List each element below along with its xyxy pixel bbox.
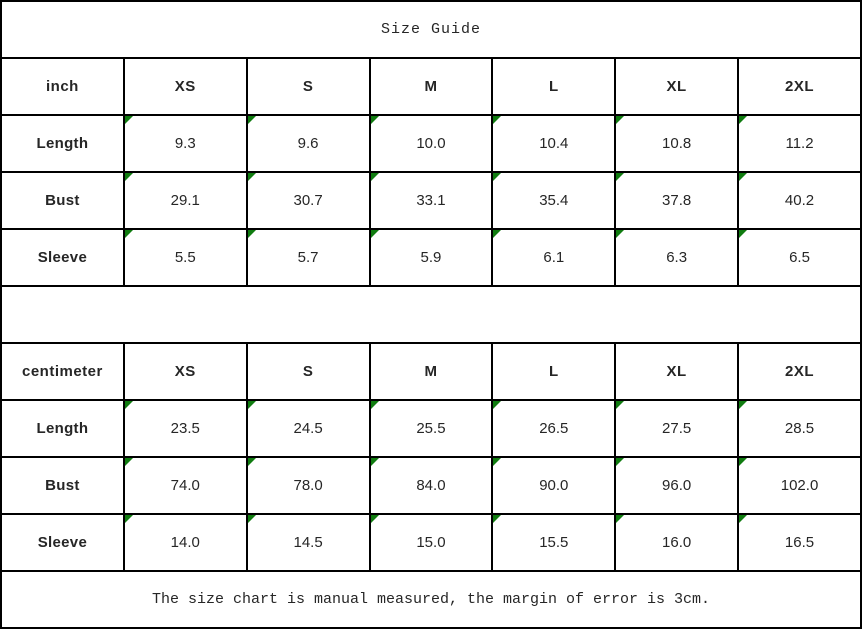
size-header-m: M — [370, 58, 493, 115]
cell-value: 24.5 — [293, 420, 323, 437]
value-cell — [738, 400, 861, 457]
cell-value: 10.0 — [416, 135, 446, 152]
value-cell — [370, 400, 493, 457]
value-cell — [738, 229, 861, 286]
value-cell — [124, 514, 247, 571]
text-flag-icon — [371, 116, 379, 124]
cell-value: 15.0 — [416, 534, 446, 551]
value-cell — [370, 229, 493, 286]
text-flag-icon — [125, 173, 133, 181]
cell-value: 9.6 — [297, 135, 319, 152]
cell-value: 6.1 — [543, 249, 565, 266]
text-flag-icon — [739, 173, 747, 181]
measurement-row-bust-inch — [1, 172, 861, 229]
cell-value: 6.5 — [789, 249, 810, 266]
title-row — [1, 1, 861, 58]
value-cell — [738, 172, 861, 229]
cell-value: 90.0 — [539, 477, 569, 494]
value-cell — [615, 514, 738, 571]
text-flag-icon — [493, 230, 501, 238]
value-cell — [615, 115, 738, 172]
row-label-cell: Sleeve — [1, 229, 124, 286]
text-flag-icon — [248, 173, 256, 181]
cell-value: 28.5 — [784, 420, 815, 437]
cell-value: 9.3 — [174, 135, 196, 152]
cell-value: 16.5 — [784, 534, 815, 551]
text-flag-icon — [371, 230, 379, 238]
text-flag-icon — [125, 458, 133, 466]
value-cell — [247, 457, 370, 514]
text-flag-icon — [371, 515, 379, 523]
cell-value: 23.5 — [170, 420, 200, 437]
text-flag-icon — [493, 401, 501, 409]
value-cell — [124, 172, 247, 229]
unit-header-centimeter: centimeter — [1, 343, 124, 400]
text-flag-icon — [125, 401, 133, 409]
cell-value: 14.5 — [293, 534, 323, 551]
centimeter-header-row — [1, 343, 861, 400]
value-cell — [738, 115, 861, 172]
text-flag-icon — [616, 458, 624, 466]
row-label-cell: Bust — [1, 172, 124, 229]
text-flag-icon — [248, 515, 256, 523]
cell-value: 29.1 — [170, 192, 200, 209]
text-flag-icon — [248, 401, 256, 409]
footer-note: The size chart is manual measured, the margin of error is 3cm. — [1, 571, 861, 628]
row-label-cell: Sleeve — [1, 514, 124, 571]
value-cell — [370, 115, 493, 172]
cell-value: 30.7 — [293, 192, 323, 209]
size-header-2xl: 2XL — [738, 343, 861, 400]
text-flag-icon — [739, 515, 747, 523]
value-cell — [247, 514, 370, 571]
text-flag-icon — [493, 173, 501, 181]
unit-header-inch: inch — [1, 58, 124, 115]
cell-value: 10.4 — [539, 135, 569, 152]
size-header-s: S — [247, 343, 370, 400]
cell-value: 40.2 — [784, 192, 815, 209]
value-cell — [492, 457, 615, 514]
text-flag-icon — [493, 515, 501, 523]
size-header-xl: XL — [615, 343, 738, 400]
value-cell — [247, 172, 370, 229]
size-header-m: M — [370, 343, 493, 400]
text-flag-icon — [125, 116, 133, 124]
footer-row — [1, 571, 861, 628]
cell-value: 5.5 — [174, 249, 196, 266]
value-cell — [615, 172, 738, 229]
value-cell — [124, 229, 247, 286]
text-flag-icon — [125, 230, 133, 238]
size-header-xs: XS — [124, 343, 247, 400]
row-label-cell: Length — [1, 115, 124, 172]
size-header-xs: XS — [124, 58, 247, 115]
text-flag-icon — [125, 515, 133, 523]
text-flag-icon — [371, 458, 379, 466]
measurement-row-sleeve-cm — [1, 514, 861, 571]
text-flag-icon — [616, 515, 624, 523]
cell-value: 25.5 — [416, 420, 446, 437]
text-flag-icon — [248, 116, 256, 124]
cell-value: 102.0 — [780, 477, 819, 494]
cell-value: 35.4 — [539, 192, 569, 209]
value-cell — [738, 457, 861, 514]
value-cell — [370, 172, 493, 229]
value-cell — [492, 115, 615, 172]
spacer-cell — [1, 286, 861, 343]
cell-value: 16.0 — [662, 534, 692, 551]
value-cell — [615, 400, 738, 457]
text-flag-icon — [248, 230, 256, 238]
value-cell — [615, 229, 738, 286]
size-header-2xl: 2XL — [738, 58, 861, 115]
value-cell — [492, 229, 615, 286]
text-flag-icon — [371, 173, 379, 181]
measurement-row-length-cm — [1, 400, 861, 457]
text-flag-icon — [739, 116, 747, 124]
value-cell — [492, 514, 615, 571]
cell-value: 37.8 — [662, 192, 692, 209]
cell-value: 15.5 — [539, 534, 569, 551]
text-flag-icon — [739, 401, 747, 409]
cell-value: 5.7 — [297, 249, 319, 266]
measurement-row-sleeve-inch — [1, 229, 861, 286]
value-cell — [615, 457, 738, 514]
cell-value: 33.1 — [416, 192, 446, 209]
cell-value: 26.5 — [539, 420, 569, 437]
cell-value: 96.0 — [662, 477, 692, 494]
cell-value: 27.5 — [662, 420, 692, 437]
value-cell — [124, 115, 247, 172]
text-flag-icon — [248, 458, 256, 466]
inch-header-row — [1, 58, 861, 115]
text-flag-icon — [371, 401, 379, 409]
size-header-xl: XL — [615, 58, 738, 115]
measurement-row-bust-cm — [1, 457, 861, 514]
cell-value: 10.8 — [662, 135, 692, 152]
spacer-row — [1, 286, 861, 343]
cell-value: 84.0 — [416, 477, 446, 494]
text-flag-icon — [616, 116, 624, 124]
value-cell — [124, 400, 247, 457]
text-flag-icon — [616, 230, 624, 238]
text-flag-icon — [739, 230, 747, 238]
cell-value: 5.9 — [420, 249, 442, 266]
size-header-l: L — [492, 343, 615, 400]
cell-value: 11.2 — [785, 135, 814, 152]
measurement-row-length-inch — [1, 115, 861, 172]
value-cell — [492, 172, 615, 229]
text-flag-icon — [493, 116, 501, 124]
value-cell — [492, 400, 615, 457]
cell-value: 74.0 — [170, 477, 200, 494]
row-label-cell: Bust — [1, 457, 124, 514]
cell-value: 14.0 — [170, 534, 200, 551]
text-flag-icon — [616, 401, 624, 409]
text-flag-icon — [739, 458, 747, 466]
page-title: Size Guide — [1, 1, 861, 58]
value-cell — [247, 400, 370, 457]
value-cell — [370, 514, 493, 571]
text-flag-icon — [616, 173, 624, 181]
value-cell — [247, 115, 370, 172]
cell-value: 6.3 — [666, 249, 688, 266]
cell-value: 78.0 — [293, 477, 323, 494]
value-cell — [124, 457, 247, 514]
value-cell — [370, 457, 493, 514]
row-label-cell: Length — [1, 400, 124, 457]
value-cell — [738, 514, 861, 571]
value-cell — [247, 229, 370, 286]
size-header-s: S — [247, 58, 370, 115]
size-header-l: L — [492, 58, 615, 115]
text-flag-icon — [493, 458, 501, 466]
